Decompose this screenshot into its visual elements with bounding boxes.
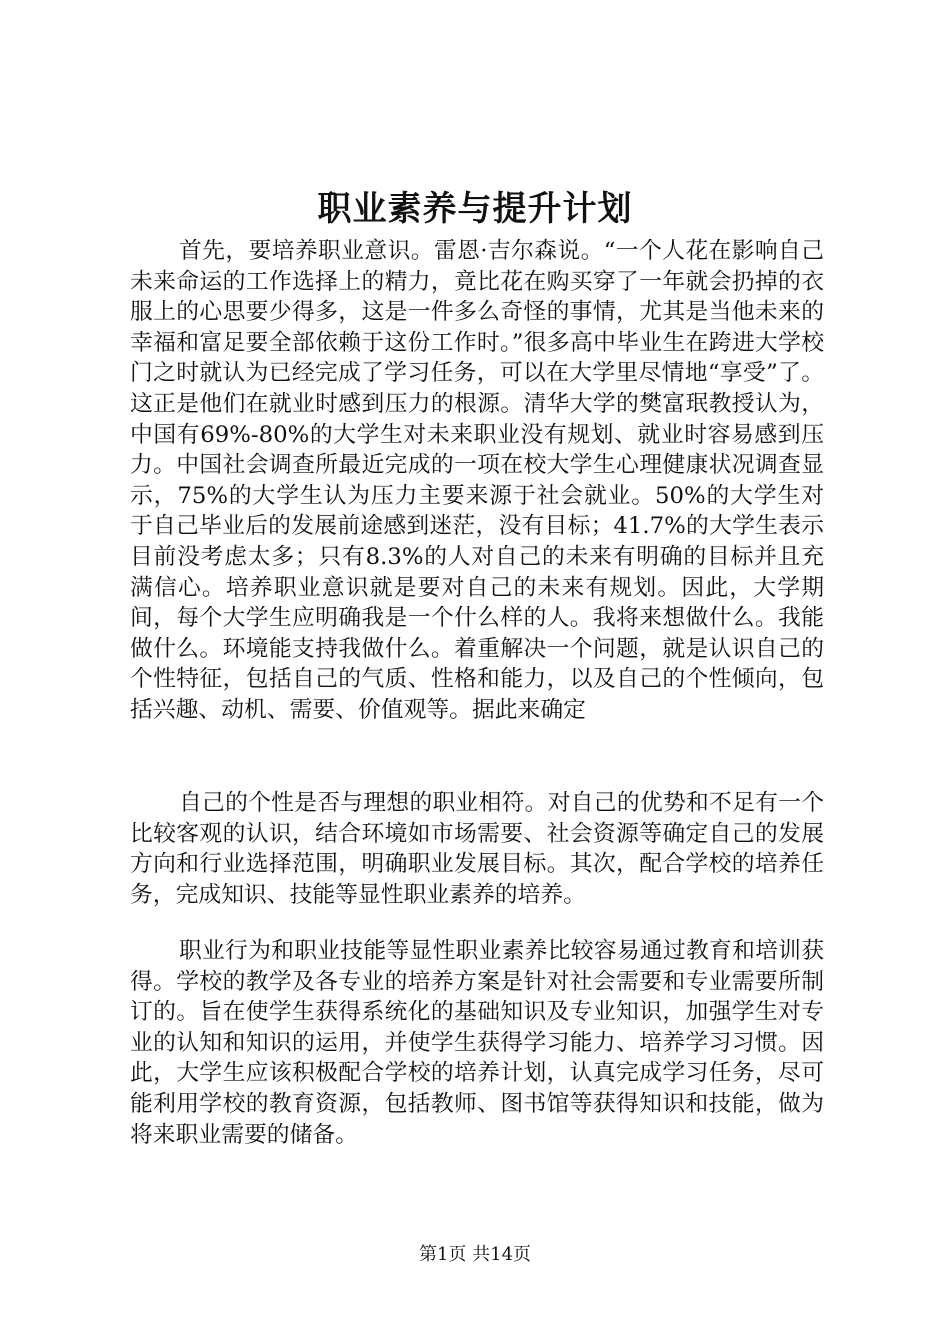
page-number-footer: 第1页 共14页 (418, 1244, 532, 1265)
paragraph-career-awareness: 首先，要培养职业意识。雷恩·吉尔森说。“一个人花在影响自己未来命运的工作选择上的精力，竟比花在购买穿了一年就会扔掉的衣服上的心思要少得多，这是一件多么奇怪的事情，尤其是当他未来的幸福和富足要全部依赖于这份工作时。”很多高中毕业生在跨进大学校门之时就认为已经完成了学习任务，可以在大学里尽情地“享受”了。这正是他们在就业时感到压力的根源。清华大学的樊富珉教授认为，中国有69%-80%的大学生对未来职业没有规划、就业时容易感到压力。中国社会调查所最近完成的一项在校大学生心理健康状况调查显示，75%的大学生认为压力主要来源于社会就业。50%的大学生对于自己毕业后的发展前途感到迷茫，没有目标；41.7%的大学生表示目前没考虑太多；只有8.3%的人对自己的未来有明确的目标并且充满信心。培养职业意识就是要对自己的未来有规划。因此，大学期间，每个大学生应明确我是一个什么样的人。我将来想做什么。我能做什么。环境能支持我做什么。着重解决一个问题，就是认识自己的个性特征，包括自己的气质、性格和能力，以及自己的个性倾向，包括兴趣、动机、需要、价值观等。据此来确定 (130, 238, 824, 723)
document-title: 职业素养与提升计划 (317, 189, 633, 229)
paragraph-personality-fit: 自己的个性是否与理想的职业相符。对自己的优势和不足有一个比较客观的认识，结合环境如市场需要、社会资源等确定自己的发展方向和行业选择范围，明确职业发展目标。其次，配合学校的培养任务，完成知识、技能等显性职业素养的培养。 (130, 790, 824, 908)
paragraph-explicit-skills: 职业行为和职业技能等显性职业素养比较容易通过教育和培训获得。学校的教学及各专业的培养方案是针对社会需要和专业需要所制订的。旨在使学生获得系统化的基础知识及专业知识，加强学生对专业的认知和知识的运用，并使学生获得学习能力、培养学习习惯。因此，大学生应该积极配合学校的培养计划，认真完成学习任务，尽可能利用学校的教育资源，包括教师、图书馆等获得知识和技能，做为将来职业需要的储备。 (130, 938, 824, 1148)
